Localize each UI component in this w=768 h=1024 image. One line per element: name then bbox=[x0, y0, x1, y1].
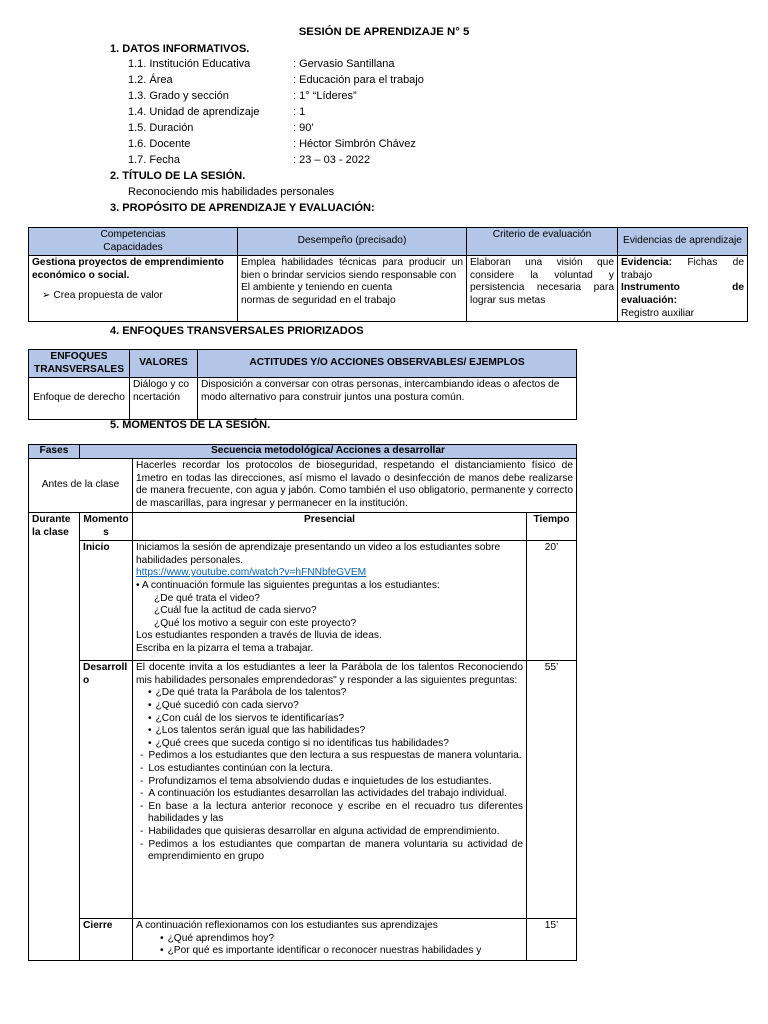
enfoque-cell: Enfoque de derecho bbox=[29, 378, 130, 420]
header-valores: VALORES bbox=[130, 350, 198, 378]
inicio-content: Iniciamos la sesión de aprendizaje presentando un video a los estudiantes sobre habilidades personales. https://www.youtube.com/watch?v=hFNNbfeGVEM • A continuación formule las siguientes preguntas a los estudiantes: ¿De qué trata el video? ¿Cuál fue la actitud de cada siervo? ¿Qué los motivo a seguir con este proyecto? Los estudiantes responden a través de lluvia de ideas. Escriba en la pizarra el tema a trabajar. bbox=[133, 541, 527, 661]
antes-text: Hacerles recordar los protocolos de bioseguridad, respetando el distanciamiento físico de 1metro en todas las direcciones, así mismo el lavado o desinfección de manos debe realizarse de manera frecuente, con agua y jabón. Como también el uso obligatorio, permanente y correcto de mascarillas, para ingresar y permanecer en la institución. bbox=[133, 459, 577, 513]
approaches-table bbox=[28, 349, 577, 420]
header-presencial: Presencial bbox=[133, 513, 527, 541]
list-item: - A continuación los estudiantes desarrollan las actividades del trabajo individual. bbox=[148, 788, 523, 801]
info-row: 1.3. Grado y sección : 1° “Líderes” bbox=[128, 90, 357, 102]
list-item: - Pedimos a los estudiantes que den lectura a sus respuestas de manera voluntaria. bbox=[148, 750, 523, 763]
list-item: • ¿Qué aprendimos hoy? bbox=[170, 933, 523, 946]
list-item: • ¿Con cuál de los siervos te identificarías? bbox=[158, 713, 523, 726]
header-competencias: Competencias Capacidades bbox=[29, 228, 238, 256]
desarrollo-time: 55’ bbox=[527, 661, 577, 919]
info-row: 1.2. Área : Educación para el trabajo bbox=[128, 74, 424, 86]
inicio-label: Inicio bbox=[80, 541, 133, 661]
list-item: • ¿Qué crees que suceda contigo si no identificas tus habilidades? bbox=[158, 738, 523, 751]
desarrollo-content: El docente invita a los estudiantes a leer la Parábola de los talentos Reconociendo mis habilidades personales emprendedoras" y responder a las siguientes preguntas: • ¿De qué trata la Parábola de los talentos? • ¿Qué sucedió con cada siervo? • ¿Con cuál de los siervos te identificarías? • ¿Los talentos serán igual que las habilidades? • ¿Qué crees que suceda contigo si no identificas tus habilidades? - Pedimos a los estudiantes que den lectura a sus respuestas de manera voluntaria. - Los estudiantes continúan con la lectura. - Profundizamos el tema absolviendo dudas e inquietudes de los estudiantes. - A continuación los estudiantes desarrollan las actividades del trabajo individual. - En base a la lectura anterior reconoce y escribe en el recuadro tus diferentes habilidades y las - Habilidades que quisieras desarrollar en alguna actividad de emprendimiento. - Pedimos a los estudiantes que compartan de manera voluntaria su actividad de emprendimiento en grupo bbox=[133, 661, 527, 919]
questions-list bbox=[136, 687, 523, 750]
header-enfoques: ENFOQUES TRANSVERSALES bbox=[29, 350, 130, 378]
list-item: • ¿Por qué es importante identificar o reconocer nuestras habilidades y bbox=[170, 945, 523, 958]
inicio-time: 20’ bbox=[527, 541, 577, 661]
info-row: 1.5. Duración : 90’ bbox=[128, 122, 314, 134]
header-criterio: Criterio de evaluación bbox=[467, 228, 618, 256]
header-evidencias: Evidencias de aprendizaje bbox=[618, 228, 748, 256]
header-momentos: Momentos bbox=[80, 513, 133, 541]
purpose-table bbox=[28, 227, 748, 322]
info-row: 1.6. Docente : Héctor Simbrón Chávez bbox=[128, 138, 416, 150]
list-item: - Habilidades que quisieras desarrollar en alguna actividad de emprendimiento. bbox=[148, 826, 523, 839]
arrow-bullet-icon: ➢ bbox=[42, 290, 51, 302]
evidencias-cell: Evidencia: Fichas de trabajo Instrumento de evaluación: Registro auxiliar bbox=[618, 256, 748, 322]
header-tiempo: Tiempo bbox=[527, 513, 577, 541]
cierre-time: 15’ bbox=[527, 919, 577, 961]
valor-cell: Diálogo y concertación bbox=[130, 378, 198, 420]
actitud-cell: Disposición a conversar con otras personas, intercambiando ideas o afectos de modo alternativo para construir juntos una postura común. bbox=[198, 378, 577, 420]
info-row: 1.1. Institución Educativa : Gervasio Santillana bbox=[128, 58, 395, 70]
activities-list bbox=[136, 750, 523, 863]
video-link[interactable]: https://www.youtube.com/watch?v=hFNNbfeGVEM bbox=[136, 567, 367, 579]
list-item: - Profundizamos el tema absolviendo dudas e inquietudes de los estudiantes. bbox=[148, 776, 523, 789]
closing-questions bbox=[136, 933, 523, 958]
desarrollo-label: Desarrollo bbox=[80, 661, 133, 919]
section-2-heading: 2. TÍTULO DE LA SESIÓN. bbox=[110, 170, 246, 182]
header-fases: Fases bbox=[29, 445, 80, 459]
desempeno-cell: Emplea habilidades técnicas para producir un bien o brindar servicios siendo responsable con El ambiente y teniendo en cuenta normas de seguridad en el trabajo bbox=[238, 256, 467, 322]
header-desempeno: Desempeño (precisado) bbox=[238, 228, 467, 256]
cierre-content: A continuación reflexionamos con los estudiantes sus aprendizajes • ¿Qué aprendimos hoy? • ¿Por qué es importante identificar o reconocer nuestras habilidades y bbox=[133, 919, 527, 961]
section-3-heading: 3. PROPÓSITO DE APRENDIZAJE Y EVALUACIÓN: bbox=[110, 202, 375, 214]
info-row: 1.7. Fecha : 23 – 03 - 2022 bbox=[128, 154, 371, 166]
moments-table bbox=[28, 444, 577, 961]
section-1-heading: 1. DATOS INFORMATIVOS. bbox=[110, 43, 250, 55]
durante-label: Durante la clase bbox=[29, 513, 80, 961]
list-item: • ¿Qué sucedió con cada siervo? bbox=[158, 700, 523, 713]
list-item: - En base a la lectura anterior reconoce y escribe en el recuadro tus diferentes habilidades y las bbox=[148, 801, 523, 826]
info-list bbox=[128, 58, 424, 170]
bullet-icon: • bbox=[136, 579, 140, 591]
header-secuencia: Secuencia metodológica/ Acciones a desarrollar bbox=[80, 445, 577, 459]
section-5-heading: 5. MOMENTOS DE LA SESIÓN. bbox=[110, 419, 271, 431]
cierre-label: Cierre bbox=[80, 919, 133, 961]
antes-label: Antes de la clase bbox=[29, 459, 133, 513]
info-row: 1.4. Unidad de aprendizaje : 1 bbox=[128, 106, 306, 118]
competencia-cell: Gestiona proyectos de emprendimiento económico o social. ➢ Crea propuesta de valor bbox=[29, 256, 238, 322]
list-item: - Pedimos a los estudiantes que compartan de manera voluntaria su actividad de emprendimiento en grupo bbox=[148, 839, 523, 864]
criterio-cell: Elaboran una visión que considere la voluntad y persistencia necesaria para lograr sus metas bbox=[467, 256, 618, 322]
session-name: Reconociendo mis habilidades personales bbox=[128, 186, 335, 198]
section-4-heading: 4. ENFOQUES TRANSVERSALES PRIORIZADOS bbox=[110, 325, 364, 337]
header-actitudes: ACTITUDES Y/O ACCIONES OBSERVABLES/ EJEMPLOS bbox=[198, 350, 577, 378]
session-title: SESIÓN DE APRENDIZAJE N° 5 bbox=[298, 26, 470, 38]
list-item: • ¿De qué trata la Parábola de los talentos? bbox=[158, 687, 523, 700]
list-item: • ¿Los talentos serán igual que las habilidades? bbox=[158, 725, 523, 738]
list-item: - Los estudiantes continúan con la lectura. bbox=[148, 763, 523, 776]
